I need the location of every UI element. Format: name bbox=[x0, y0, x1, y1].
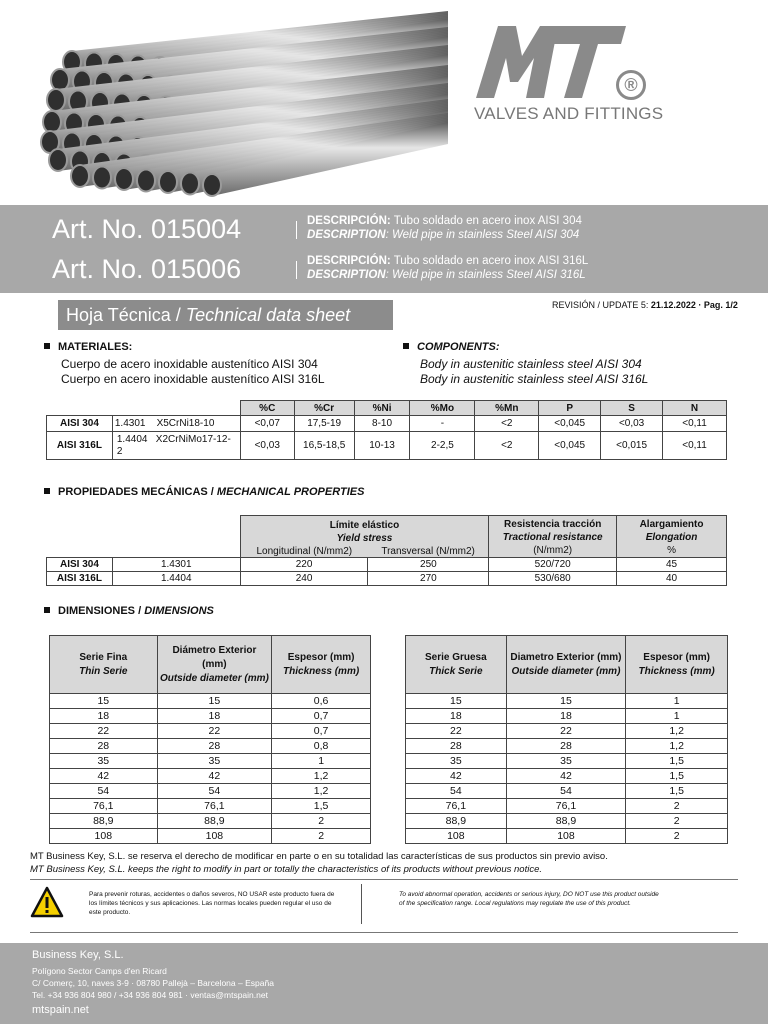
value-cell: 35 bbox=[406, 754, 507, 769]
divider bbox=[30, 932, 738, 933]
value-cell: <0,11 bbox=[663, 416, 727, 432]
bullet-icon bbox=[403, 343, 409, 349]
value-cell: 1,5 bbox=[626, 754, 728, 769]
article-description bbox=[307, 254, 588, 282]
value-cell: 28 bbox=[157, 739, 272, 754]
warning-text-en: To avoid abnormal operation, accidents or serious injury, DO NOT use this product outside of the specification range. Local regulations may regulate the use of this product. bbox=[399, 891, 659, 907]
value-cell: <2 bbox=[475, 416, 539, 432]
table-row bbox=[50, 709, 371, 724]
revision-prefix: REVISIÓN / UPDATE 5: bbox=[552, 300, 651, 310]
tensile-header: Resistencia tracción Tractional resistance (N/mm2) bbox=[489, 516, 617, 558]
revision-label bbox=[552, 300, 738, 310]
warning-text-es: Para prevenir roturas, accidentes o daños severos, NO USAR este producto fuera de los límites técnicos y sus aplicaciones. Las normas locales pueden regular el uso de este producto. bbox=[89, 891, 335, 916]
pipe-end bbox=[47, 89, 65, 111]
table-row bbox=[406, 769, 728, 784]
material-line: Cuerpo de acero inoxidable austenítico AISI 304 bbox=[61, 357, 318, 371]
material-cell: 1.4301 bbox=[112, 558, 240, 572]
notice-en: MT Business Key, S.L. keeps the right to modify in part or totally the characteristics of its products without previous notice. bbox=[30, 864, 542, 875]
article-description bbox=[307, 214, 582, 242]
value-cell: <0,03 bbox=[601, 416, 663, 432]
value-cell: 40 bbox=[617, 572, 727, 586]
revision-value: 21.12.2022 · Pag. 1/2 bbox=[650, 300, 738, 310]
outside-diameter-header: Diámetro Exterior (mm) Outside diameter (mm) bbox=[157, 636, 272, 694]
table-row bbox=[406, 814, 728, 829]
value-cell: 108 bbox=[406, 829, 507, 844]
pipe-end bbox=[203, 174, 221, 196]
mt-logo-icon bbox=[476, 26, 626, 98]
thickness-header: Espesor (mm) Thickness (mm) bbox=[626, 636, 728, 694]
value-cell: 270 bbox=[368, 572, 489, 586]
value-cell: 17,5-19 bbox=[294, 416, 354, 432]
value-cell: 250 bbox=[368, 558, 489, 572]
value-cell: 28 bbox=[50, 739, 158, 754]
thick-serie-body bbox=[406, 694, 728, 844]
table-row bbox=[50, 829, 371, 844]
value-cell: 42 bbox=[50, 769, 158, 784]
table-row bbox=[406, 694, 728, 709]
value-cell: 35 bbox=[50, 754, 158, 769]
mechanical-table bbox=[46, 515, 727, 586]
article-row bbox=[0, 209, 768, 249]
elongation-header: Alargamiento Elongation % bbox=[617, 516, 727, 558]
divider bbox=[296, 261, 297, 279]
value-cell: 220 bbox=[240, 558, 368, 572]
article-number: Art. No. 015006 bbox=[52, 254, 242, 284]
desc-es: Tubo soldado en acero inox AISI 316L bbox=[390, 255, 589, 267]
value-cell: 15 bbox=[157, 694, 272, 709]
value-cell: 22 bbox=[506, 724, 626, 739]
table-row bbox=[406, 724, 728, 739]
longitudinal-header: Longitudinal (N/mm2) bbox=[240, 545, 368, 557]
logo-tagline: VALVES AND FITTINGS bbox=[474, 104, 664, 123]
comp-header: %C bbox=[240, 401, 294, 416]
desc-en-label: DESCRIPTION bbox=[307, 229, 386, 241]
thickness-header: Espesor (mm) Thickness (mm) bbox=[272, 636, 371, 694]
table-row bbox=[50, 754, 371, 769]
article-number: Art. No. 015004 bbox=[52, 214, 242, 244]
value-cell: 2 bbox=[626, 814, 728, 829]
thin-serie-table bbox=[49, 635, 371, 844]
table-row bbox=[47, 572, 727, 586]
value-cell: <0,07 bbox=[240, 416, 294, 432]
value-cell: 88,9 bbox=[157, 814, 272, 829]
pipe-end bbox=[159, 171, 177, 193]
value-cell: 1,2 bbox=[272, 784, 371, 799]
component-line: Body in austenitic stainless steel AISI 316L bbox=[420, 372, 649, 386]
value-cell: 35 bbox=[506, 754, 626, 769]
thick-serie-header: Serie Gruesa Thick Serie bbox=[406, 636, 507, 694]
value-cell: 0,7 bbox=[272, 724, 371, 739]
comp-header: %Cr bbox=[294, 401, 354, 416]
value-cell: 1,5 bbox=[272, 799, 371, 814]
value-cell: 88,9 bbox=[406, 814, 507, 829]
value-cell: 22 bbox=[50, 724, 158, 739]
value-cell: <0,045 bbox=[539, 432, 601, 460]
mechanical-heading: PROPIEDADES MECÁNICAS / MECHANICAL PROPERTIES bbox=[44, 486, 364, 498]
desc-es-label: DESCRIPCIÓN: bbox=[307, 215, 391, 227]
component-line: Body in austenitic stainless steel AISI 304 bbox=[420, 357, 642, 371]
value-cell: 18 bbox=[157, 709, 272, 724]
value-cell: 0,8 bbox=[272, 739, 371, 754]
thin-serie-body bbox=[50, 694, 371, 844]
value-cell: 2 bbox=[626, 799, 728, 814]
materials-heading: MATERIALES: bbox=[44, 341, 132, 353]
divider bbox=[361, 884, 362, 924]
value-cell: 0,6 bbox=[272, 694, 371, 709]
material-cell: 1.4404 X2CrNiMo17-12-2 bbox=[112, 432, 240, 460]
footer-contact: Tel. +34 936 804 980 / +34 936 804 981 · ventas@mtspain.net bbox=[32, 990, 268, 1000]
value-cell: <0,11 bbox=[663, 432, 727, 460]
table-row bbox=[50, 739, 371, 754]
value-cell: 76,1 bbox=[157, 799, 272, 814]
value-cell: 15 bbox=[506, 694, 626, 709]
brand-logo bbox=[448, 0, 768, 205]
warning-box bbox=[30, 882, 738, 932]
pipe-end bbox=[93, 167, 111, 189]
value-cell: 520/720 bbox=[489, 558, 617, 572]
value-cell: 54 bbox=[406, 784, 507, 799]
notice-es: MT Business Key, S.L. se reserva el derecho de modificar en parte o en su totalidad las características de sus productos sin previo aviso. bbox=[30, 851, 608, 862]
value-cell: 15 bbox=[50, 694, 158, 709]
value-cell: 54 bbox=[157, 784, 272, 799]
material-cell: 1.4301 X5CrNi18-10 bbox=[112, 416, 240, 432]
value-cell: 15 bbox=[406, 694, 507, 709]
value-cell: 0,7 bbox=[272, 709, 371, 724]
value-cell: 18 bbox=[50, 709, 158, 724]
value-cell: 28 bbox=[506, 739, 626, 754]
comp-header: N bbox=[663, 401, 727, 416]
value-cell: 88,9 bbox=[50, 814, 158, 829]
table-row bbox=[50, 724, 371, 739]
footer-company: Business Key, S.L. bbox=[32, 949, 124, 961]
pipe-end bbox=[181, 173, 199, 195]
value-cell: 76,1 bbox=[506, 799, 626, 814]
bullet-icon bbox=[44, 343, 50, 349]
footer-address: C/ Comerç, 10, naves 3-9 · 08780 Pallejà – Barcelona – España bbox=[32, 978, 274, 988]
value-cell: 18 bbox=[506, 709, 626, 724]
thick-serie-table bbox=[405, 635, 728, 844]
value-cell: 54 bbox=[506, 784, 626, 799]
components-heading: COMPONENTS: bbox=[403, 341, 500, 353]
comp-header: P bbox=[539, 401, 601, 416]
value-cell: <2 bbox=[475, 432, 539, 460]
pipes-illustration bbox=[0, 0, 448, 205]
table-row bbox=[406, 829, 728, 844]
table-row bbox=[47, 432, 727, 460]
pipe-end bbox=[49, 149, 67, 171]
sheet-title bbox=[58, 300, 393, 330]
transversal-header: Transversal (N/mm2) bbox=[368, 545, 489, 557]
value-cell: 108 bbox=[157, 829, 272, 844]
desc-en: : Weld pipe in stainless Steel AISI 304 bbox=[385, 229, 580, 241]
value-cell: 35 bbox=[157, 754, 272, 769]
value-cell: 54 bbox=[50, 784, 158, 799]
sheet-title-en: Technical data sheet bbox=[185, 305, 351, 325]
table-row bbox=[47, 416, 727, 432]
grade-cell: AISI 304 bbox=[47, 558, 113, 572]
value-cell: 1,2 bbox=[626, 724, 728, 739]
value-cell: 108 bbox=[506, 829, 626, 844]
value-cell: 42 bbox=[406, 769, 507, 784]
comp-header: %Mo bbox=[410, 401, 475, 416]
pipe-end bbox=[137, 170, 155, 192]
dimensions-heading: DIMENSIONES / DIMENSIONS bbox=[44, 605, 214, 617]
value-cell: 22 bbox=[157, 724, 272, 739]
divider bbox=[296, 221, 297, 239]
pipe-end bbox=[51, 69, 69, 91]
desc-es: Tubo soldado en acero inox AISI 304 bbox=[390, 215, 582, 227]
pipe-end bbox=[115, 168, 133, 190]
footer-website-link[interactable]: mtspain.net bbox=[32, 1004, 89, 1016]
value-cell: 42 bbox=[506, 769, 626, 784]
value-cell: 1 bbox=[272, 754, 371, 769]
value-cell: 1,2 bbox=[626, 739, 728, 754]
value-cell: 22 bbox=[406, 724, 507, 739]
yield-header: Límite elástico Yield stress bbox=[240, 516, 489, 546]
desc-es-label: DESCRIPCIÓN: bbox=[307, 255, 391, 267]
value-cell: 8-10 bbox=[354, 416, 410, 432]
footer-address: Polígono Sector Camps d'en Ricard bbox=[32, 966, 167, 976]
table-row bbox=[406, 709, 728, 724]
grade-cell: AISI 316L bbox=[47, 432, 113, 460]
value-cell: 2 bbox=[626, 829, 728, 844]
value-cell: <0,03 bbox=[240, 432, 294, 460]
table-row bbox=[50, 814, 371, 829]
value-cell: 2 bbox=[272, 829, 371, 844]
footer bbox=[0, 943, 768, 1024]
table-row bbox=[406, 784, 728, 799]
value-cell: 10-13 bbox=[354, 432, 410, 460]
comp-header: %Mn bbox=[475, 401, 539, 416]
composition-table bbox=[46, 400, 727, 460]
value-cell: 1 bbox=[626, 694, 728, 709]
header-pipes-image bbox=[0, 0, 448, 205]
comp-header: S bbox=[601, 401, 663, 416]
value-cell: 76,1 bbox=[406, 799, 507, 814]
sheet-title-es: Hoja Técnica / bbox=[66, 305, 186, 325]
table-row bbox=[47, 558, 727, 572]
value-cell: 2 bbox=[272, 814, 371, 829]
value-cell: <0,015 bbox=[601, 432, 663, 460]
desc-en: : Weld pipe in stainless Steel AISI 316L bbox=[385, 269, 586, 281]
table-row bbox=[50, 694, 371, 709]
value-cell: 108 bbox=[50, 829, 158, 844]
value-cell: 1,5 bbox=[626, 784, 728, 799]
value-cell: 2-2,5 bbox=[410, 432, 475, 460]
value-cell: 28 bbox=[406, 739, 507, 754]
table-row bbox=[406, 739, 728, 754]
table-row bbox=[50, 769, 371, 784]
grade-cell: AISI 304 bbox=[47, 416, 113, 432]
registered-mark: ® bbox=[616, 70, 646, 100]
thin-serie-header: Serie Fina Thin Serie bbox=[50, 636, 158, 694]
value-cell: 18 bbox=[406, 709, 507, 724]
table-row bbox=[406, 754, 728, 769]
comp-header: %Ni bbox=[354, 401, 410, 416]
warning-triangle-icon bbox=[30, 886, 64, 918]
article-band bbox=[0, 205, 768, 293]
value-cell: 45 bbox=[617, 558, 727, 572]
pipe-end bbox=[43, 111, 61, 133]
value-cell: 88,9 bbox=[506, 814, 626, 829]
value-cell: 1,2 bbox=[272, 769, 371, 784]
value-cell: 1 bbox=[626, 709, 728, 724]
divider bbox=[30, 879, 738, 880]
material-cell: 1.4404 bbox=[112, 572, 240, 586]
pipe-end bbox=[71, 165, 89, 187]
value-cell: 1,5 bbox=[626, 769, 728, 784]
value-cell: 42 bbox=[157, 769, 272, 784]
value-cell: <0,045 bbox=[539, 416, 601, 432]
value-cell: 76,1 bbox=[50, 799, 158, 814]
table-row bbox=[50, 784, 371, 799]
value-cell: 16,5-18,5 bbox=[294, 432, 354, 460]
bullet-icon bbox=[44, 488, 50, 494]
outside-diameter-header: Diametro Exterior (mm) Outside diameter (mm) bbox=[506, 636, 626, 694]
value-cell: 240 bbox=[240, 572, 368, 586]
material-line: Cuerpo en acero inoxidable austenítico AISI 316L bbox=[61, 372, 325, 386]
table-row bbox=[50, 799, 371, 814]
table-row bbox=[406, 799, 728, 814]
value-cell: - bbox=[410, 416, 475, 432]
article-row bbox=[0, 249, 768, 289]
grade-cell: AISI 316L bbox=[47, 572, 113, 586]
value-cell: 530/680 bbox=[489, 572, 617, 586]
bullet-icon bbox=[44, 607, 50, 613]
desc-en-label: DESCRIPTION bbox=[307, 269, 386, 281]
